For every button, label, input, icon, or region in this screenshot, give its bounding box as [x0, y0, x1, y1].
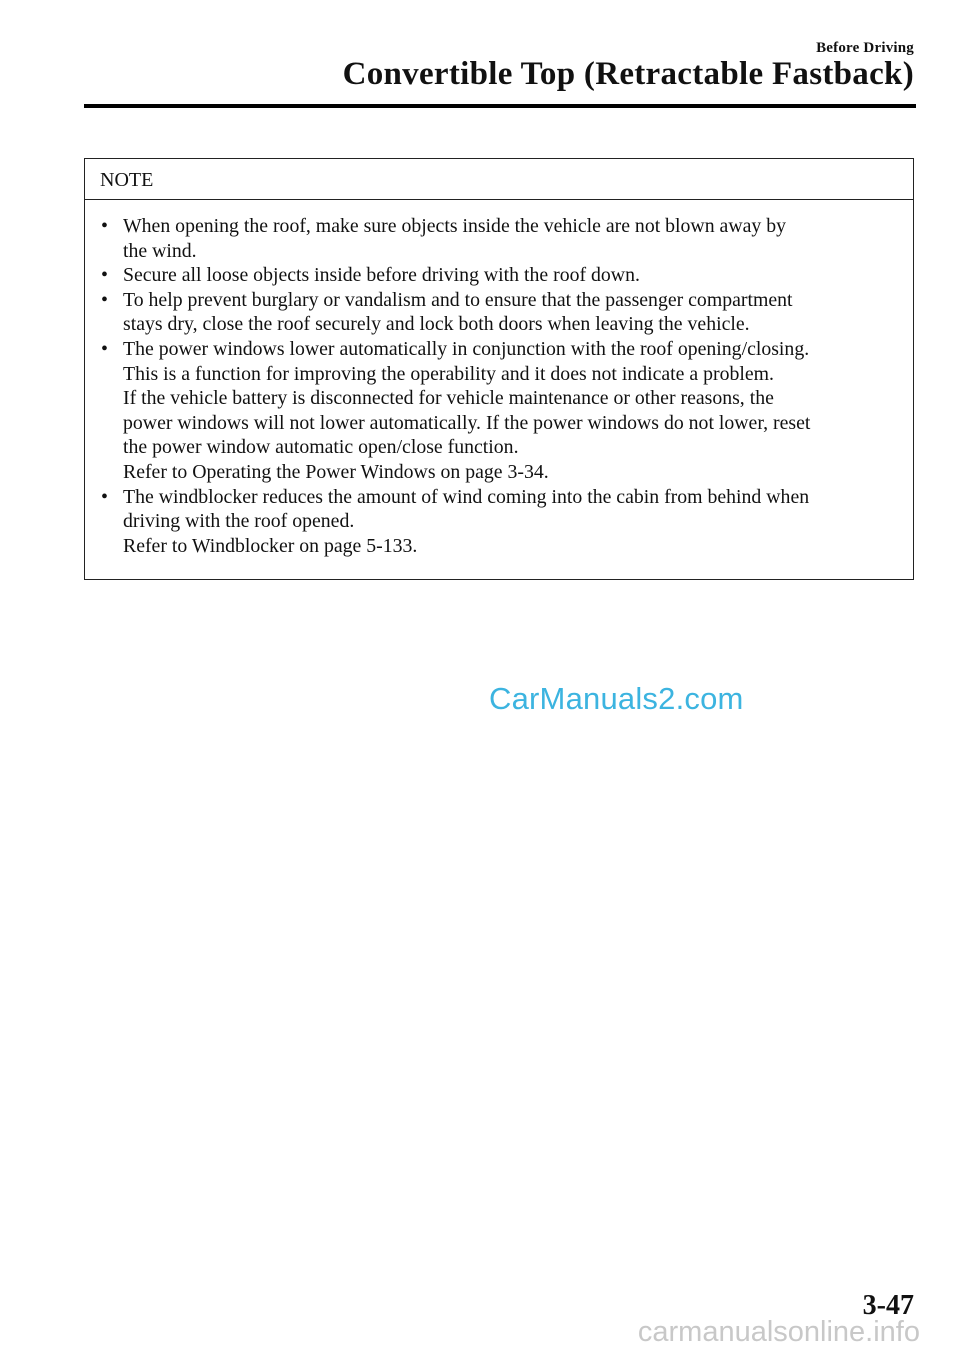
note-text-line: If the vehicle battery is disconnected for vehicle maintenance or other reasons, the	[123, 387, 774, 410]
page-title: Convertible Top (Retractable Fastback)	[342, 56, 914, 92]
note-text-line: To help prevent burglary or vandalism and to ensure that the passenger compartment	[123, 288, 793, 311]
note-text-line: When opening the roof, make sure objects inside the vehicle are not blown away by	[123, 215, 787, 237]
bullet-icon: •	[101, 485, 108, 508]
bullet-icon: •	[101, 337, 108, 360]
bullet-icon: •	[101, 215, 108, 237]
note-label: NOTE	[85, 159, 913, 200]
note-box	[84, 158, 914, 580]
note-text-line: the power window automatic open/close function.	[123, 436, 519, 459]
note-text-line: Refer to Windblocker on page 5-133.	[123, 534, 418, 557]
bullet-icon: •	[101, 264, 108, 287]
note-list	[85, 200, 913, 558]
note-text-line: power windows will not lower automatically. If the power windows do not lower, reset	[123, 411, 811, 434]
note-item	[101, 214, 903, 263]
note-text-line: driving with the roof opened.	[123, 510, 355, 533]
note-item	[101, 288, 903, 337]
note-text-line: The windblocker reduces the amount of wind coming into the cabin from behind when	[123, 485, 810, 508]
footer-url: carmanualsonline.info	[637, 1316, 920, 1348]
page-number: 3-47	[862, 1290, 914, 1321]
note-text-line: the wind.	[123, 239, 197, 262]
note-text-line: Refer to Operating the Power Windows on page 3-34.	[123, 460, 549, 483]
bullet-icon: •	[101, 288, 108, 311]
title-rule	[84, 104, 916, 108]
watermark: CarManuals2.com	[489, 681, 744, 716]
note-item	[101, 485, 903, 559]
note-text-line: This is a function for improving the operability and it does not indicate a problem.	[123, 362, 774, 385]
note-text-line: Secure all loose objects inside before driving with the roof down.	[123, 264, 640, 287]
section-label: Before Driving	[816, 40, 914, 56]
note-item	[101, 337, 903, 485]
note-text-line: stays dry, close the roof securely and lock both doors when leaving the vehicle.	[123, 313, 750, 336]
note-text-line: The power windows lower automatically in conjunction with the roof opening/closing.	[123, 337, 810, 360]
note-item	[101, 263, 903, 288]
